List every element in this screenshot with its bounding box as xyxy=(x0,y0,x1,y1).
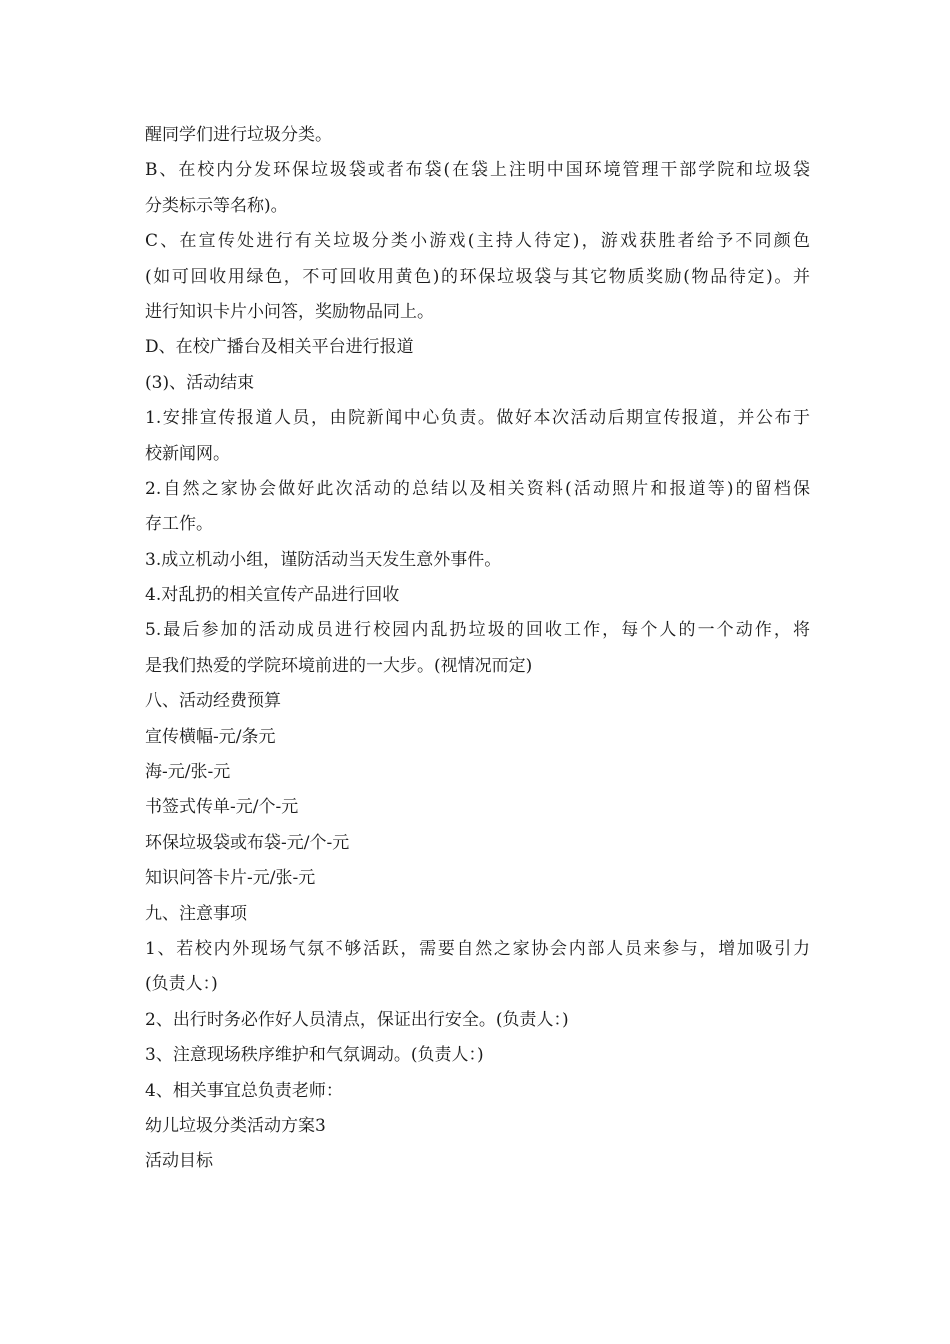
text-line: (如可回收用绿色，不可回收用黄色)的环保垃圾袋与其它物质奖励(物品待定)。并 xyxy=(145,266,810,287)
document-title: 幼儿垃圾分类活动方案3 xyxy=(145,1115,326,1136)
text-line: 醒同学们进行垃圾分类。 xyxy=(145,125,332,145)
budget-item: 知识问答卡片-元/张-元 xyxy=(145,868,316,889)
budget-item: 海-元/张-元 xyxy=(145,762,231,783)
text-line: 1.安排宣传报道人员，由院新闻中心负责。做好本次活动后期宣传报道，并公布于 xyxy=(145,408,810,429)
section-heading: 九、注意事项 xyxy=(145,903,247,924)
text-line: (负责人：) xyxy=(145,974,218,995)
budget-item: 环保垃圾袋或布袋-元/个-元 xyxy=(145,832,350,853)
text-line: 校新闻网。 xyxy=(145,443,230,464)
text-line: C、在宣传处进行有关垃圾分类小游戏(主持人待定)，游戏获胜者给予不同颜色 xyxy=(145,231,810,252)
text-line: 分类标示等名称)。 xyxy=(145,195,288,216)
section-heading: 活动目标 xyxy=(145,1151,213,1172)
text-line: D、在校广播台及相关平台进行报道 xyxy=(145,337,414,358)
text-line: 进行知识卡片小问答，奖励物品同上。 xyxy=(145,301,434,322)
text-line: B、在校内分发环保垃圾袋或者布袋(在袋上注明中国环境管理干部学院和垃圾袋 xyxy=(145,160,810,181)
text-line: 2.自然之家协会做好此次活动的总结以及相关资料(活动照片和报道等)的留档保 xyxy=(145,478,810,499)
budget-item: 宣传横幅-元/条元 xyxy=(145,726,276,747)
text-line: 2、出行时务必作好人员清点，保证出行安全。(负责人：) xyxy=(145,1009,569,1030)
text-line: 4.对乱扔的相关宣传产品进行回收 xyxy=(145,585,400,606)
text-line: 4、相关事宜总负责老师： xyxy=(145,1080,343,1101)
document-body xyxy=(145,118,810,1180)
text-line: 5.最后参加的活动成员进行校园内乱扔垃圾的回收工作，每个人的一个动作，将 xyxy=(145,620,810,641)
section-heading: 八、活动经费预算 xyxy=(145,691,281,712)
text-line: 3、注意现场秩序维护和气氛调动。(负责人：) xyxy=(145,1045,484,1066)
text-line: 3.成立机动小组，谨防活动当天发生意外事件。 xyxy=(145,549,502,570)
budget-item: 书签式传单-元/个-元 xyxy=(145,797,299,818)
text-line: 1、若校内外现场气氛不够活跃，需要自然之家协会内部人员来参与，增加吸引力 xyxy=(145,938,810,959)
text-line: 是我们热爱的学院环境前进的一大步。(视情况而定) xyxy=(145,655,533,676)
section-heading: (3)、活动结束 xyxy=(145,372,255,393)
text-line: 存工作。 xyxy=(145,514,213,535)
